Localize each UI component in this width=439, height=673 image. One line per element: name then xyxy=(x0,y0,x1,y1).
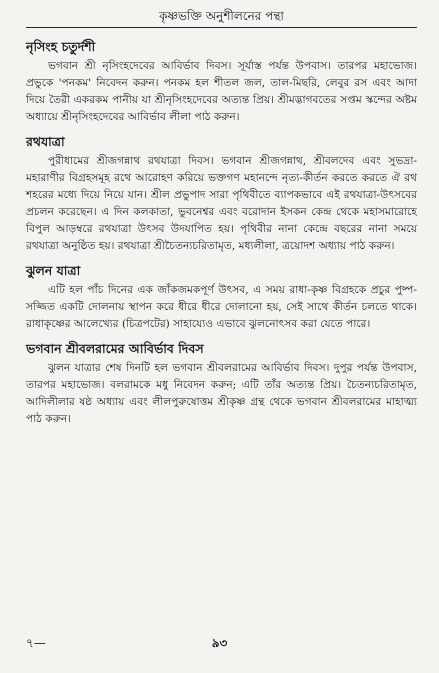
section-paragraph: পুরীধামের শ্রীজগন্নাথ রথযাত্রা দিবস। ভগবান শ্রীজগন্নাথ, শ্রীবলদেব এবং সুভদ্রা-মহারাণীর বিগ্রহসমূহ রথে আরোহণ করিয়ে ভক্তগণ মহানন্দে নৃত্য-কীর্তন করতে করতে ঐ রথ শহরের মধ্যে দিয়ে নিয়ে যান। শ্রীল প্রভুপাদ সারা পৃথিবীতে ব্যাপকভাবে এই রথযাত্রা-উৎসবের প্রচলন করেছেন। এ দিন কলকাতা, ভুবনেশ্বর এবং বরোদান ইসকন কেন্দ্র থেকে মহাসমারোহে বিপুল আড়ম্বরে রথযাত্রা উৎসব উদযাপিত হয়। পৃথিবীর নানা কেন্দ্রে বছরের নানা সময়ে রথযাত্রা অনুষ্ঠিত হয়। রথযাত্রা শ্রীচৈতন্যচরিতামৃত, মধ্যলীলা, ত্রয়োদশ অধ্যায় পাঠ করুন। xyxy=(26,155,417,252)
section-nrisimha-chaturdashi xyxy=(26,38,417,126)
page-number: ৯৩ xyxy=(211,636,228,650)
section-jhulan-yatra xyxy=(26,262,417,333)
page-footer xyxy=(0,635,439,651)
section-paragraph: ঝুলন যাত্রার শেষ দিনটি হল ভগবান শ্রীবলরামের আবির্ভাব দিবস। দুপুর পর্যন্ত উপবাস, তারপর মহাভোজ। বলরামকে মধু নিবেদন করুন; এটি তাঁর অত্যন্ত প্রিয়। চৈতন্যচরিতামৃত, আদিলীলার ষষ্ঠ অধ্যায় এবং লীলপুরুষোত্তম শ্রীকৃষ্ণ গ্রন্থ থেকে ভগবান শ্রীবলরামের মাহাত্ম্য পাঠ করুন। xyxy=(26,362,417,425)
section-heading: ঝুলন যাত্রা xyxy=(26,263,81,278)
section-paragraph: ভগবান শ্রী নৃসিংহদেবের আবির্ভাব দিবস। সূর্যাস্ত পর্যন্ত উপবাস। তারপর মহাভোজ। প্রভুকে 'পনকম' নিবেদন করুন। পনকম হল শীতল জল, তাল-মিছরি, লেবুর রস এবং আদা দিয়ে তৈরী একরকম পানীয় যা শ্রীনৃসিংহদেবের অত্যন্ত প্রিয়। শ্রীমদ্ভাগবতের সপ্তম স্কন্দের অষ্টম অধ্যায়ে শ্রীনৃসিংহদেবের আবির্ভাব লীলা পাঠ করুন। xyxy=(26,60,417,123)
section-heading: ভগবান শ্রীবলরামের আবির্ভাব দিবস xyxy=(26,341,204,356)
section-rathayatra xyxy=(26,133,417,255)
section-paragraph: এটি হল পাঁচ দিনের এক জাঁকজমকপূর্ণ উৎসব, এ সময় রাধা-কৃষ্ণ বিগ্রহকে প্রচুর পুষ্প-সজ্জিত একটি দোলনায় স্থাপন করে ধীরে ধীরে দোলানো হয়, সেই সাথে কীর্তন চলতে থাকে। রাধাকৃষ্ণের আলেখ্যের (চিত্রপটের) সাহায্যেও এভাবে ঝুলনোৎসব করা যেতে পারে। xyxy=(26,284,417,330)
header-rule xyxy=(26,27,417,28)
signature-mark: ৭— xyxy=(26,636,46,650)
section-heading: রথযাত্রা xyxy=(26,134,65,149)
section-balarama-appearance xyxy=(26,340,417,428)
running-head: কৃষ্ণভক্তি অনুশীলনের পন্থা xyxy=(159,9,284,23)
section-heading: নৃসিংহ চতুর্দশী xyxy=(26,39,96,54)
